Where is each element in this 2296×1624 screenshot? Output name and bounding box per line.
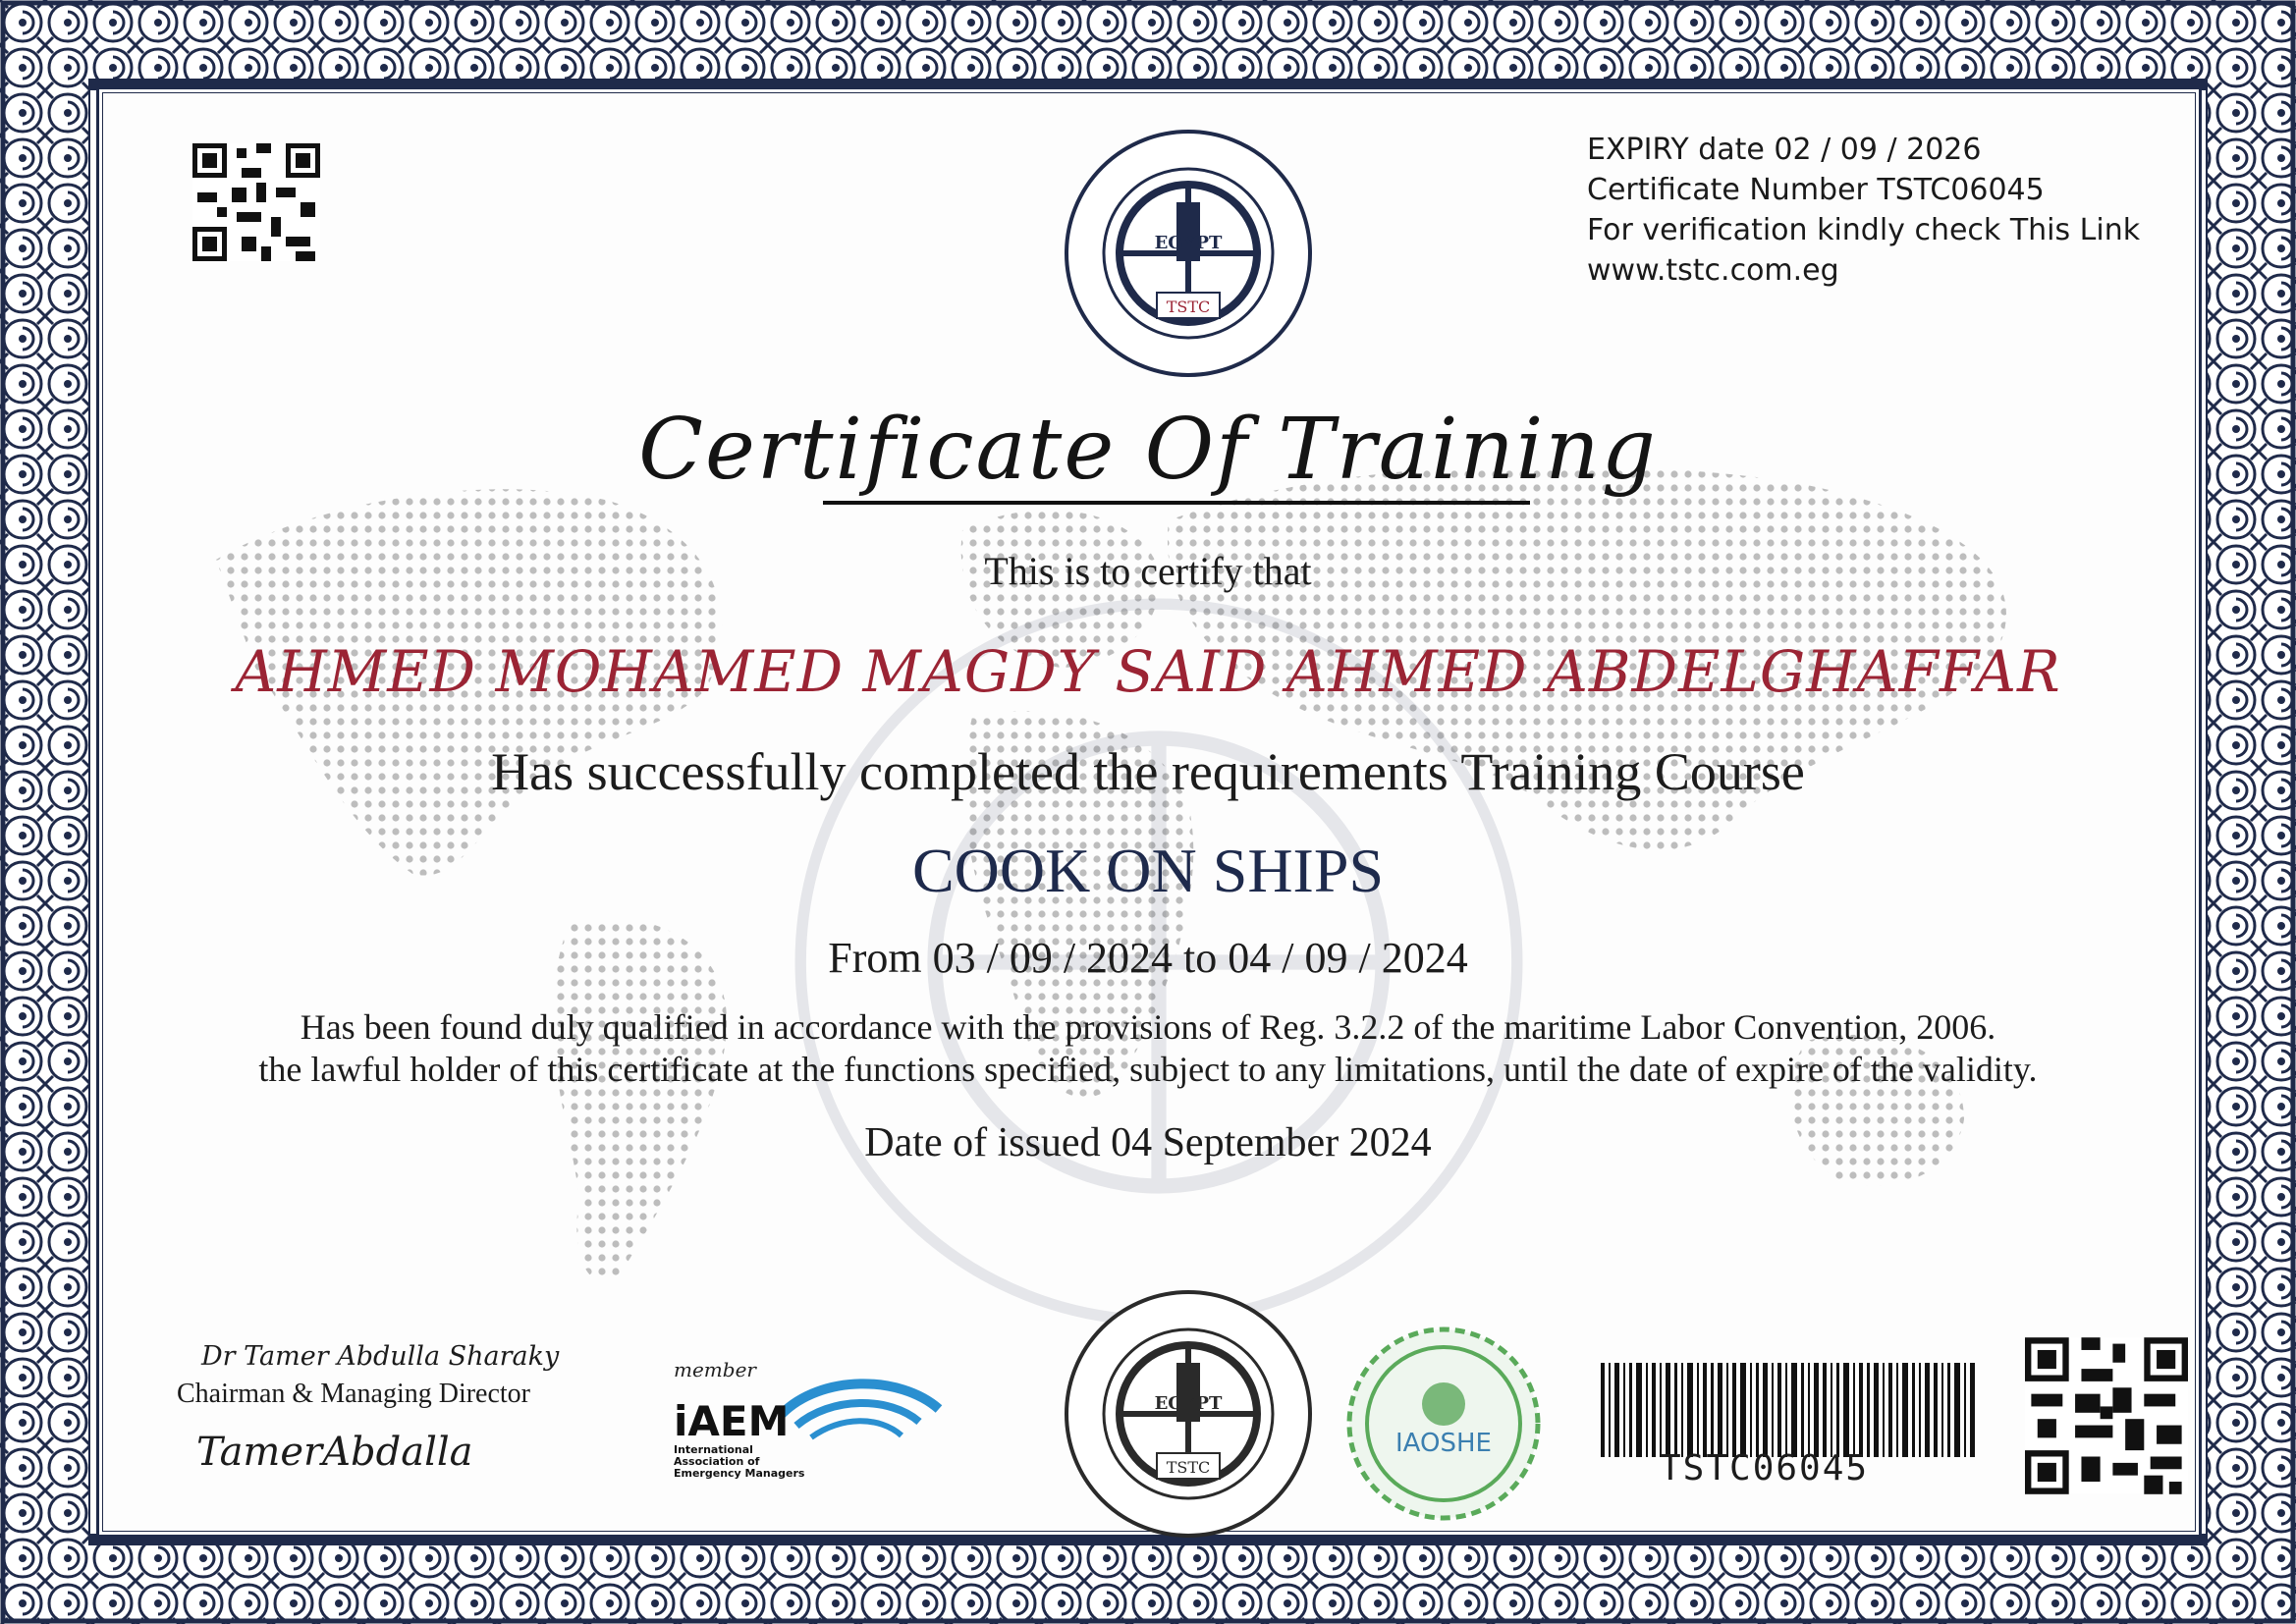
iaem-logo-text: iAEM xyxy=(674,1397,790,1445)
issue-date: Date of issued 04 September 2024 xyxy=(864,1120,1432,1165)
certificate-number: Certificate Number TSTC06045 xyxy=(1587,173,2045,207)
certificate-info-block xyxy=(1587,130,2140,291)
course-name: COOK ON SHIPS xyxy=(911,836,1385,905)
course-dates: From 03 / 09 / 2024 to 04 / 09 / 2024 xyxy=(828,934,1468,982)
provision-line-1: Has been found duly qualified in accordance with the provisions of Reg. 3.2.2 of the maritime Labor Convention, 2006. xyxy=(300,1007,1996,1047)
tstc-seal-top xyxy=(1061,126,1316,381)
verification-link[interactable]: www.tstc.com.eg xyxy=(1587,253,1839,288)
qr-code-bottom-right[interactable] xyxy=(2025,1337,2188,1494)
barcode-number: TSTC06045 xyxy=(1660,1448,1870,1489)
recipient-name: AHMED MOHAMED MAGDY SAID AHMED ABDELGHAFFAR xyxy=(235,638,2061,705)
provision-line-2: the lawful holder of this certificate at the functions specified, subject to any limitations, until the date of expire of the validity. xyxy=(258,1050,2038,1089)
certificate-title: Certificate Of Training xyxy=(638,401,1658,499)
certify-line: This is to certify that xyxy=(984,549,1312,593)
qr-code-top-left[interactable] xyxy=(192,143,320,261)
iaem-member-logo xyxy=(674,1355,949,1483)
svg-text:EGYPT: EGYPT xyxy=(1154,233,1223,253)
barcode xyxy=(1601,1363,1979,1457)
svg-text:TSTC: TSTC xyxy=(1166,1458,1211,1477)
iaoshe-badge xyxy=(1345,1326,1542,1522)
signatory-name: Dr Tamer Abdulla Sharaky xyxy=(201,1341,560,1372)
tstc-seal-bottom xyxy=(1061,1286,1316,1542)
signature: TamerAbdalla xyxy=(196,1430,473,1475)
svg-text:TSTC: TSTC xyxy=(1166,298,1211,316)
iaoshe-label: IAOSHE xyxy=(1395,1429,1492,1458)
iaem-line-1: International xyxy=(674,1443,753,1456)
expiry-date: EXPIRY date 02 / 09 / 2026 xyxy=(1587,133,1982,167)
iaem-member-label: member xyxy=(674,1358,756,1381)
signatory-title: Chairman & Managing Director xyxy=(177,1379,531,1409)
title-underline xyxy=(823,501,1530,505)
svg-text:EGYPT: EGYPT xyxy=(1154,1393,1223,1414)
iaem-line-3: Emergency Managers xyxy=(674,1467,805,1480)
completion-statement: Has successfully completed the requirements Training Course xyxy=(491,742,1805,801)
iaem-line-2: Association of xyxy=(674,1455,760,1468)
verification-note: For verification kindly check This Link xyxy=(1587,213,2141,247)
